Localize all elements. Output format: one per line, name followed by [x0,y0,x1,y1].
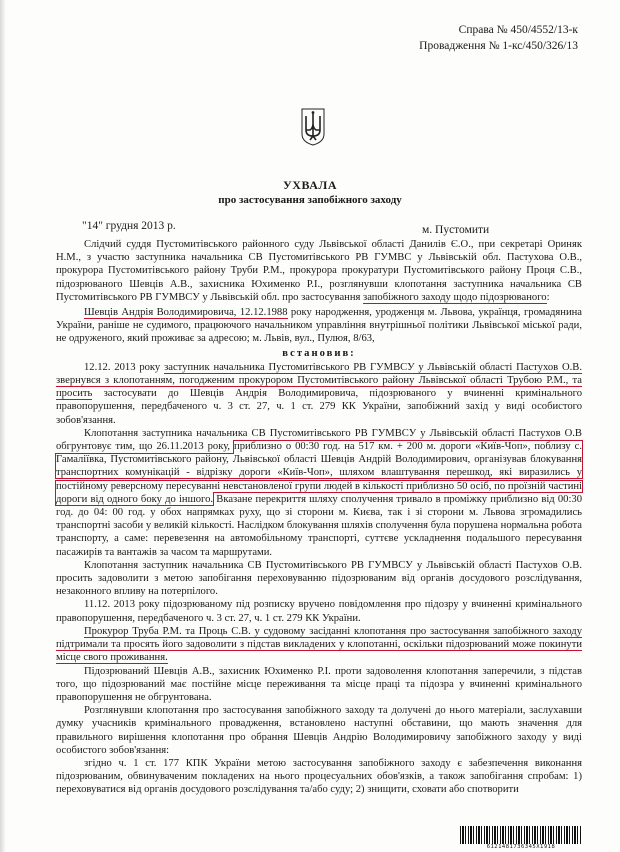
document-body [56,238,582,797]
paragraph-review: Розглянувши клопотання про застосування запобіжного заходу та долучені до нього матеріали, заслухавши думку учасників кримінального провадження, встановлено наступні обставини, що мають значення для правильного вирішення клопотання про обрання Шевців Андрію Володимировичу запобіжного заходу у виді особистого зобов'язання: [56,705,582,756]
document-place: м. Пустомити [422,224,490,236]
suspect-paragraph: Шевців Андрія Володимировича, 12.12.1988 року народження, уродженця м. Львова, українця, громадянина України, раніше не судимого, працюючого начальником управління внутрішньої політики Львівської міської ради, не одруженого, який проживає за адресою; м. Львів, вул., Пулюя, 8/63, [56,307,582,345]
highlight-preventive-measure: запобіжного заходу щодо підозрюваного [363,291,547,303]
paragraph-request: Клопотання заступник начальника СВ Пустомитівського РВ ГУМВСУ у Львівській області Пастухов О.В. просить задоволити з метою запобігання переховуванню підозрюваним від органів досудового розслідування, незаконного впливу на потерпілого. [56,559,582,598]
paragraph-notice: 11.12. 2013 року підозрюваному під розписку вручено повідомлення про підозру у вчиненні кримінального правопорушення, передбаченого ч. 3 ст. 27, ч. 1 ст. 279 КК України. [56,599,582,624]
proceeding-number: Провадження № 1-кс/450/326/13 [419,40,578,52]
intro-paragraph: Слідчий суддя Пустомитівського районного суду Львівської області Данилів Є.О., при секретарі Ориняк Н.М., з участю заступника начальника СВ Пустомитівського РВ ГУМВС у Львівській обл. Пастухова О.В., прокурора Пустомитівського району Труби Р.М., прокурора прокуратури Пустомитівського району Проця С.В., підозрюваного Шевців А.В., захисника Юхименко Р.І., розглянувши клопотання заступника начальника СВ Пустомитівського РВ ГУМВСУ у Львівській обл. про застосування запобіжного заходу щодо підозрюваного: [56,239,582,303]
paragraph-grounds: Клопотання заступника начальника СВ Пустомитівського РВ ГУМВСУ у Львівській області Пастухов О.В обгрунтовує тим, що 26.11.2013 року, приблизно о 00:30 год. на 517 км. + 200 м. дороги «Київ-Чоп», поблизу с. Гамаліївка, Пустомитівського району, Львівської області Шевців Андрій Володимирович, організував блокування транспортних комунікацій - відрізку дороги «Київ-Чоп», шляхом влаштування перешкод, які виразились у постійному реверсному пересуванні невстановленої групи людей в кількості приблизно 50 осіб, по проїзній частині дороги від одного боку до іншого. Вказане перекриття шляху сполучення тривало в проміжку приблизно від 00:30 год. до 04: 00 год. у обох напрямках руху, що зі сторони м. Києва, так і зі сторони м. Львова згромадились транспортні засоби у великій кількості. Наслідком блокування шляхів сполучення була порушена нормальна робота транспорту, а саме: перевезення на автомобільному транспорті, суттєве ускладнення подальшого пересування пасажирів та вантажів за часом та маршрутами. [56,427,582,558]
paragraph-motion: 12.12. 2013 року заступник начальника Пустомитівського РВ ГУМВСУ у Львівській області Пастухов О.В. звернувся з клопотанням, погодженим прокурором Пустомитівського району Львівської області Трубою Р.М., та просить застосувати до Шевців Андрія Володимировича, підозрюваного у вчиненні кримінального правопорушення, передбаченого ч. 3 ст. 27, ч. 1 ст. 279 КК України, запобіжний захід у виді особистого зобов'язання. [56,361,582,426]
barcode-number: 6121481736345X1918 [486,844,556,850]
highlight-suspect-name: Шевців Андрія Володимировича, 12.12.1988 [84,307,288,319]
document-title: УХВАЛА [283,178,337,192]
document-subtitle: про застосування запобіжного заходу [218,194,402,206]
highlight-incident: приблизно о 00:30 год. на 517 км. + 200 м. дороги «Київ-Чоп», поблизу с. Гамаліївка, Пустомитівського району, Львівської області Шевців Андрій Володимирович, організував блокування транспортних комунікацій - відрізку дороги «Київ-Чоп», шляхом влаштування перешкод, які виразились у постійному реверсному пересуванні невстановленої групи людей в кількості приблизно 50 осіб, по проїзній частині дороги від одного боку до іншого. [56,441,582,505]
scan-shadow [0,0,6,852]
paragraph-defense: Підозрюваний Шевців А.В., захисник Юхименко Р.І. проти задоволення клопотання заперечили, з підстав того, що підозрюваний має постійне місце переживання та місце праці та підозра у вчиненні кримінального правопорушення не обгрунтована. [56,665,582,703]
established-heading: встановив: [282,347,356,359]
case-number: Справа № 450/4552/13-к [458,24,578,36]
trident-emblem-icon [301,108,325,146]
case-reference [419,22,578,54]
highlight-prosecutors: Прокурор Труба Р.М. та Проць С.В. у судовому засіданні клопотання про застосування запобіжного заходу підтримали та просять його задоволити з підстав викладених у клопотанні, оскільки підозрюваний може покинути місце свого проживання. [56,625,582,664]
paragraph-prosecutors [56,625,582,665]
document-date: "14" грудня 2013 р. [82,220,176,232]
highlight-motion: заступник начальника Пустомитівського РВ ГУМВСУ у Львівській області Пастухов О.В. звернувся з клопотанням, погодженим прокурором Пустомитівського району Львівської області Трубою Р.М., та просить [56,361,582,400]
barcode [460,826,582,844]
paragraph-law: згідно ч. 1 ст. 177 КПК України метою застосування запобіжного заходу є забезпечення виконання підозрюваним, обвинуваченим покладених на нього процесуальних обов'язків, а також запобігання спробам: 1) переховуватися від органів досудового розслідування та/або суду; 2) знищити, сховати або спотворити [56,757,582,796]
